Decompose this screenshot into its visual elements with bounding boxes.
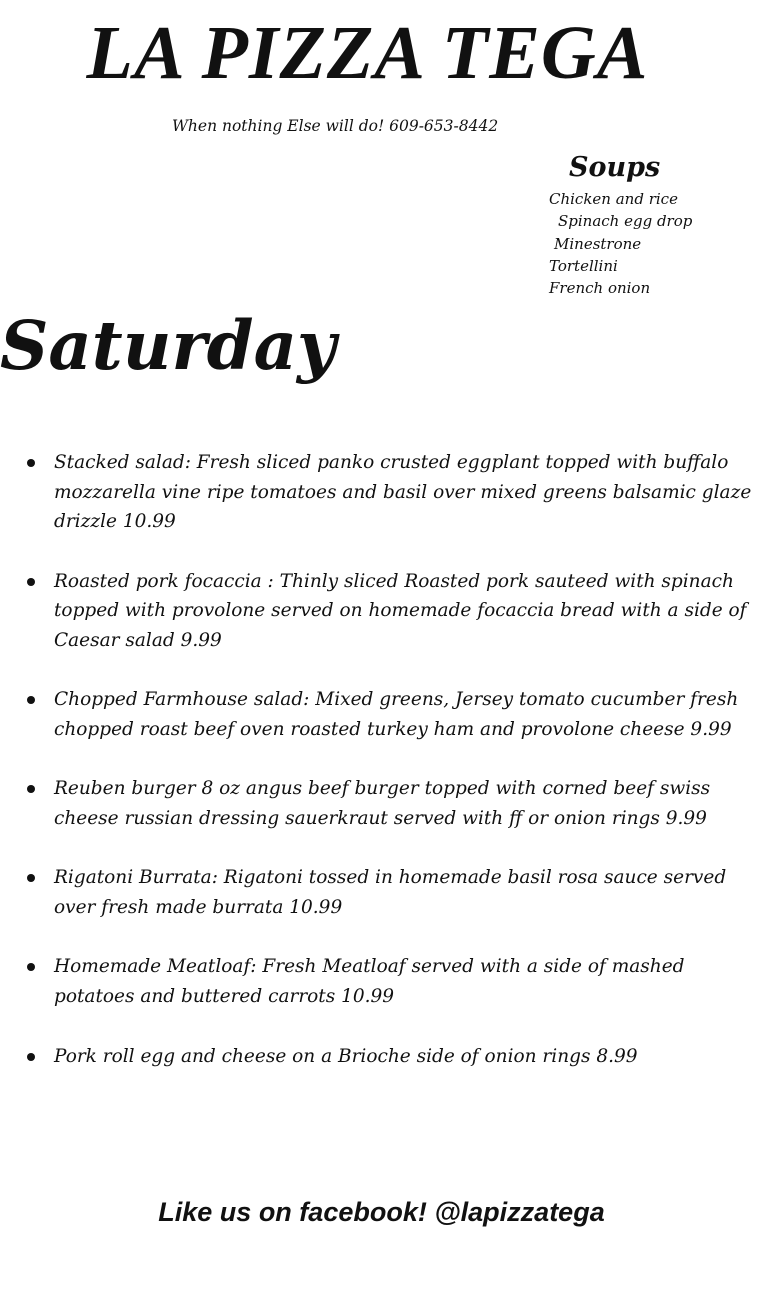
restaurant-title: LA PIZZA TEGA (86, 11, 649, 95)
bullet-icon (27, 1053, 35, 1061)
bullet-icon (27, 696, 35, 704)
bullet-icon (27, 459, 35, 467)
special-text: Rigatoni Burrata: Rigatoni tossed in homemade basil rosa sauce served over fresh made burrata 10.99 (54, 867, 727, 918)
bullet-icon (27, 874, 35, 882)
special-item (24, 685, 758, 744)
special-text: Homemade Meatloaf: Fresh Meatloaf served with a side of mashed potatoes and buttered carrots 10.99 (54, 956, 685, 1007)
bullet-icon (27, 578, 35, 586)
special-text: Stacked salad: Fresh sliced panko crusted eggplant topped with buffalo mozzarella vine ripe tomatoes and basil over mixed greens balsamic glaze drizzle 10.99 (54, 452, 752, 532)
day-heading: Saturday (0, 306, 336, 385)
special-item (24, 774, 758, 833)
bullet-icon (27, 785, 35, 793)
special-item (24, 952, 758, 1011)
special-item (24, 1042, 758, 1072)
bullet-icon (27, 963, 35, 971)
special-item (24, 863, 758, 922)
soup-item: Spinach egg drop (558, 212, 693, 231)
special-item (24, 567, 758, 656)
special-text: Chopped Farmhouse salad: Mixed greens, Jersey tomato cucumber fresh chopped roast beef oven roasted turkey ham and provolone cheese 9.99 (54, 689, 739, 740)
specials-list (24, 448, 758, 1102)
special-text: Pork roll egg and cheese on a Brioche side of onion rings 8.99 (54, 1046, 638, 1067)
soups-section (549, 148, 759, 299)
soup-item: Minestrone (554, 234, 642, 253)
special-item (24, 448, 758, 537)
soup-item: Chicken and rice (549, 190, 678, 208)
special-text: Roasted pork focaccia : Thinly sliced Roasted pork sauteed with spinach topped with provolone served on homemade focaccia bread with a side of Caesar salad 9.99 (54, 570, 747, 651)
facebook-footer: Like us on facebook! @lapizzatega (158, 1197, 605, 1227)
soup-item: French onion (549, 279, 651, 298)
special-text: Reuben burger 8 oz angus beef burger topped with corned beef swiss cheese russian dressing sauerkraut served with ff or onion rings 9.99 (54, 778, 711, 829)
tagline-phone: When nothing Else will do! 609-653-8442 (172, 117, 499, 135)
soups-heading: Soups (569, 152, 661, 183)
soup-item: Tortellini (549, 256, 618, 275)
soups-list (549, 188, 759, 299)
